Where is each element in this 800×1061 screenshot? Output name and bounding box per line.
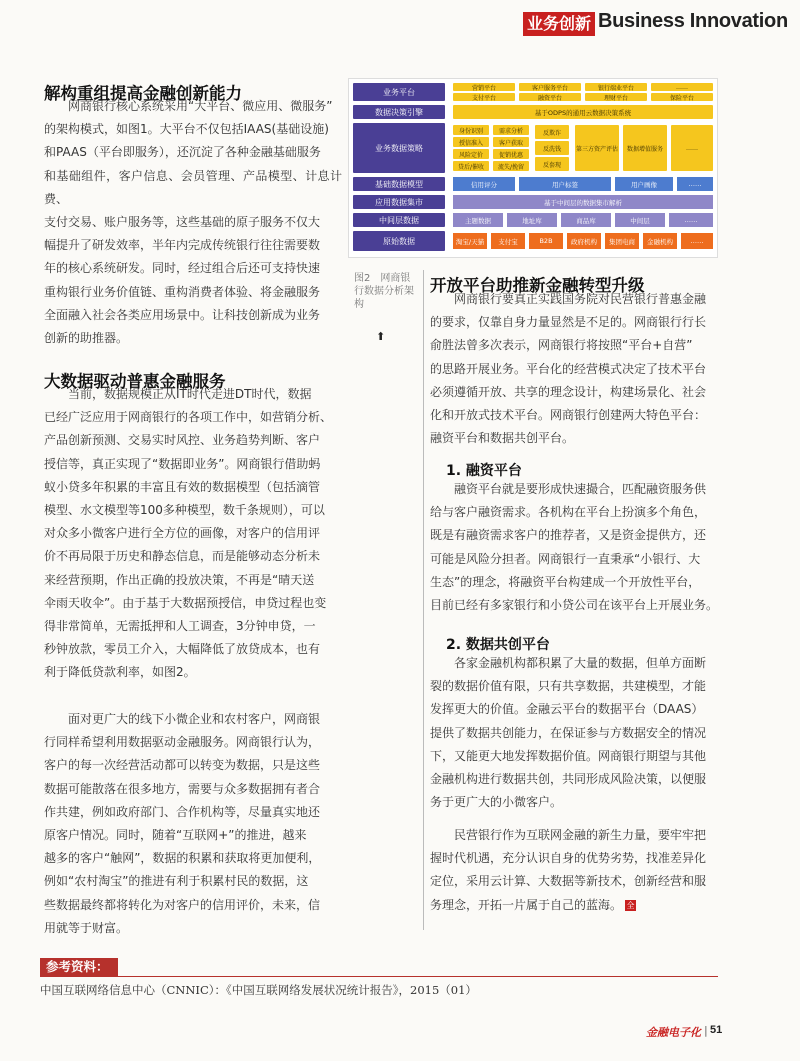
paragraph-closing [430, 824, 720, 917]
paragraph-offline-customers [44, 708, 342, 940]
text-line: 利于降低贷款利率，如图2。 [44, 665, 196, 680]
text-line: 裂的数据价值有限，只有共享数据，共建模型，才能 [430, 679, 707, 694]
reference-entry: 中国互联网络信息中心（CNNIC）：《中国互联网络发展状况统计报告》，2015（01） [40, 983, 477, 997]
text-line: 原客户情况。同时，随着“互联网+”的推进，越来 [44, 828, 307, 843]
row-label-raw-data: 原始数据 [353, 231, 445, 251]
text-line: 目前已经有多家银行和小贷公司在该平台上开展业务。 [430, 598, 719, 613]
raw-cell: …… [681, 233, 713, 249]
mart-bar: 基于中间层的数据集市解析 [453, 195, 713, 209]
biz-cell: 客户服务平台 [519, 83, 581, 91]
strategy-cell: 反套现 [535, 157, 569, 171]
text-line: 务于更广大的小微客户。 [430, 795, 563, 810]
row-label-base-model: 基础数据模型 [353, 177, 445, 191]
subheading-financing-platform: 1. 融资平台 [446, 463, 522, 479]
text-line: 必须遵循开放、共享的理念设计，构建场景化、社会 [430, 384, 707, 399]
row-label-data-mart: 应用数据集市 [353, 195, 445, 209]
text-line: 价不再局限于历史和静态信息，而是能够动态分析未 [44, 549, 321, 564]
middle-cell: …… [669, 213, 713, 227]
biz-cell: 理财平台 [585, 93, 647, 101]
text-line: 提供了数据共创能力，在保证参与方数据安全的情况 [430, 725, 707, 740]
text-line: 已经广泛应用于网商银行的各项工作中，如营销分析、 [44, 410, 333, 425]
page-number: 51 [710, 1024, 723, 1036]
text-line: 发挥更大的价值。金融云平台的数据平台（DAAS） [430, 702, 704, 717]
heading-financial-innovation: 解构重组提高金融创新能力 [44, 84, 242, 103]
text-line: 网商银行要真正实践国务院对民营银行普惠金融 [454, 292, 707, 306]
middle-cell: 中间层 [615, 213, 665, 227]
row-label-strategy: 业务数据策略 [353, 123, 445, 173]
arrow-up-icon: ⬆ [376, 330, 386, 343]
text-line: 务理念，开拓一片属于自己的蓝海。 全 [430, 897, 635, 912]
text-line: 金融机构进行数据共创，共同形成风险决策，以便服 [430, 772, 707, 787]
model-cell: …… [677, 177, 713, 191]
text-line: 当前，数据规模正从IT时代走进DT时代，数据 [68, 387, 312, 401]
text-line: 些数据最终都将转化为对客户的信用评价，未来，信 [44, 897, 321, 912]
heading-open-platform: 开放平台助推新金融转型升级 [430, 276, 645, 295]
text-line: 年的核心系统研发。同时，经过组合后还可支持快速 [44, 261, 321, 276]
text-line: 得非常简单，无需抵押和人工调查，3分钟申贷，一 [44, 619, 316, 634]
text-line: 下，又能更大地发挥数据价值。网商银行期望与其他 [430, 748, 707, 763]
footer-separator: | [704, 1024, 708, 1037]
raw-cell: 政府机构 [567, 233, 601, 249]
text-line: 的思路开展业务。平台化的经营模式决定了技术平台 [430, 361, 707, 376]
text-line: 越多的客户“触网”，数据的积累和获取将更加便利， [44, 851, 321, 866]
text-line: 蚁小贷多年积累的丰富且有效的数据模型（包括滴管 [44, 479, 321, 494]
text-line: 既是有融资需求客户的推荐者，又是资金提供方，还 [430, 528, 707, 543]
text-line: 例如“农村淘宝”的推进有利于积累村民的数据，这 [44, 874, 309, 889]
text-line: 生态”的理念，将融资平台构建成一个开放性平台， [430, 574, 701, 589]
section-title-en: Business Innovation [598, 10, 788, 32]
text-line: 网商银行核心系统采用“大平台、微应用、微服务” [68, 99, 333, 113]
strategy-cell: 需求分析 [493, 125, 529, 135]
references-label: 参考资料： [40, 958, 118, 976]
strategy-cell: 促销优惠 [493, 149, 529, 159]
text-line: 可能是风险分担者。网商银行一直秉承“小银行、大 [430, 551, 701, 566]
text-line: 来经营预期，作出正确的投放决策，不再是“晴天送 [44, 572, 315, 587]
raw-cell: 淘宝/天猫 [453, 233, 487, 249]
raw-cell: B2B [529, 233, 563, 249]
raw-cell: 金融机构 [643, 233, 677, 249]
strategy-cell: 授信准入 [453, 137, 489, 147]
text-line: 融资平台就是要形成快速撮合，匹配融资服务供 [454, 482, 707, 496]
paragraph-open-platform [430, 288, 720, 450]
section-banner: 业务创新 [523, 12, 595, 36]
model-cell: 用户标签 [519, 177, 611, 191]
text-line: 的架构模式，如图1。大平台不仅包括IAAS(基础设施) [44, 122, 329, 137]
strategy-cell: 风险定价 [453, 149, 489, 159]
text-line: 幅提升了研发效率，半年内完成传统银行往往需要数 [44, 238, 321, 253]
text-line: 民营银行作为互联网金融的新生力量，要牢牢把 [454, 828, 707, 842]
references-rule [40, 976, 718, 977]
biz-cell: …… [651, 83, 713, 91]
row-label-decision-engine: 数据决策引擎 [353, 105, 445, 119]
model-cell: 用户画像 [615, 177, 673, 191]
paragraph-architecture [44, 95, 342, 350]
column-divider [423, 270, 424, 930]
text-line: 各家金融机构都积累了大量的数据，但单方面断 [454, 656, 707, 670]
data-architecture-diagram [348, 78, 718, 258]
strategy-cell: 客户获取 [493, 137, 529, 147]
paragraph-dt-era [44, 383, 342, 685]
text-line: 和基础组件，客户信息、会员管理、产品模型、计息计费、 [44, 168, 342, 206]
text-line: 的要求，仅靠自身力量显然是不足的。网商银行行长 [430, 315, 707, 330]
text-line: 俞胜法曾多次表示，网商银行将按照“平台+自营” [430, 338, 693, 353]
strategy-cell: 流失/挽留 [493, 161, 529, 171]
biz-cell: 保险平台 [651, 93, 713, 101]
raw-cell: 支付宝 [491, 233, 525, 249]
text-line: 支付交易、账户服务等，这些基础的原子服务不仅大 [44, 215, 321, 230]
text-line: 定位，采用云计算、大数据等新技术，创新经营和服 [430, 874, 707, 889]
figure-caption: 图2 网商银行数据分析架构 [354, 273, 414, 310]
text-line: 化和开放式技术平台。网商银行创建两大特色平台： [430, 408, 707, 423]
text-line: 产品创新预测、交易实时风控、业务趋势判断、客户 [44, 433, 321, 448]
end-mark-icon: 全 [626, 900, 635, 910]
strategy-cell: 贷后/催收 [453, 161, 489, 171]
text-line: 全面融入社会各类应用场景中。让科技创新成为业务 [44, 307, 321, 322]
text-line: 握时代机遇，充分认识自身的优势劣势，找准差异化 [430, 851, 707, 866]
text-line: 数据可能散落在很多地方，需要与众多数据拥有者合 [44, 781, 321, 796]
text-line: 模型、水文模型等100多种模型，数千条规则），可以 [44, 503, 325, 518]
biz-cell: 营销平台 [453, 83, 515, 91]
middle-cell: 地址库 [507, 213, 557, 227]
text-line: 行同样希望利用数据驱动金融服务。网商银行认为， [44, 735, 321, 750]
paragraph-data-cocreation [430, 652, 720, 814]
biz-cell: 融资平台 [519, 93, 581, 101]
strategy-cell: 反欺诈 [535, 125, 569, 139]
paragraph-financing-platform [430, 478, 720, 617]
text-line: 用就等于财富。 [44, 920, 129, 935]
text-line: 伞雨天收伞”。由于基于大数据预授信，申贷过程也变 [44, 595, 327, 610]
heading-big-data: 大数据驱动普惠金融服务 [44, 372, 226, 391]
strategy-cell: …… [671, 125, 713, 171]
text-line: 秒钟放款，零员工介入，大幅降低了放贷成本，也有 [44, 642, 321, 657]
text-line: 重构银行业务价值链、重构消费者体验、将金融服务 [44, 284, 321, 299]
strategy-cell: 反洗钱 [535, 141, 569, 155]
text-line: 授信等，真正实现了“数据即业务”。网商银行借助蚂 [44, 456, 321, 471]
strategy-cell: 第三方资产评估 [575, 125, 619, 171]
model-cell: 信用评分 [453, 177, 515, 191]
text-line: 和PAAS（平台即服务），还沉淀了各种金融基础服务 [44, 145, 321, 160]
text-line: 客户的每一次经营活动都可以转变为数据，只是这些 [44, 758, 321, 773]
row-label-middle-layer: 中间层数据 [353, 213, 445, 227]
engine-bar: 基于ODPS的通用云数据决策系统 [453, 105, 713, 119]
biz-cell: 银行端业平台 [585, 83, 647, 91]
magazine-logo: 金融电子化 [646, 1026, 701, 1039]
subheading-data-cocreation: 2. 数据共创平台 [446, 637, 550, 653]
middle-cell: 商品库 [561, 213, 611, 227]
text-line: 创新的助推器。 [44, 331, 129, 346]
text-line: 对众多小微客户进行全方位的画像，对客户的信用评 [44, 526, 321, 541]
row-label-business-platform: 业务平台 [353, 83, 445, 101]
text-line: 融资平台和数据共创平台。 [430, 431, 575, 446]
raw-cell: 集团电商 [605, 233, 639, 249]
strategy-cell: 身份识别 [453, 125, 489, 135]
strategy-cell: 数据增值服务 [623, 125, 667, 171]
middle-cell: 主题数据 [453, 213, 503, 227]
text-line: 面对更广大的线下小微企业和农村客户，网商银 [68, 712, 321, 726]
biz-cell: 支付平台 [453, 93, 515, 101]
text-line: 作共建，例如政府部门、合作机构等，尽量真实地还 [44, 804, 321, 819]
text-line: 给与客户融资需求。各机构在平台上扮演多个角色， [430, 505, 707, 520]
